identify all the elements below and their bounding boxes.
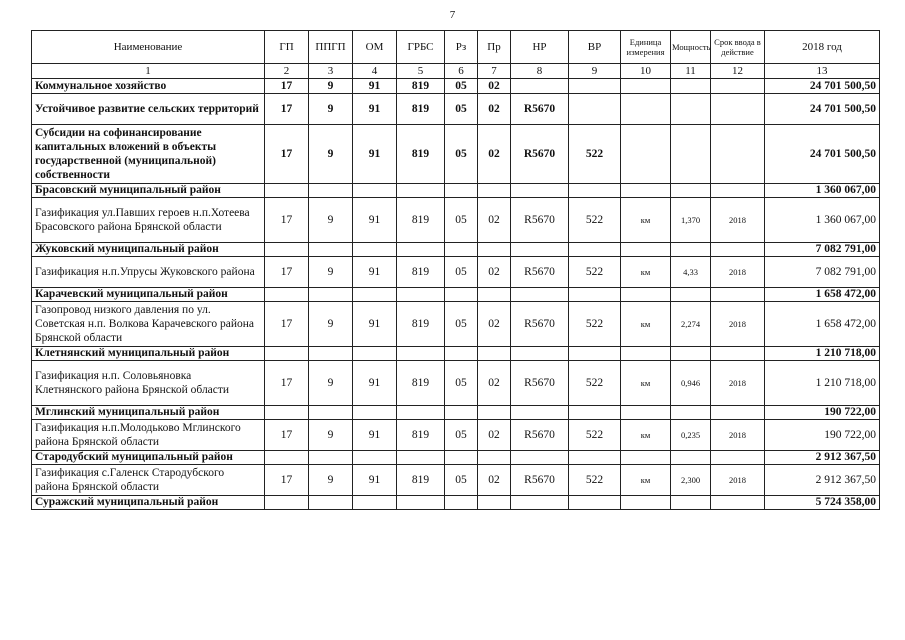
om-cell: 91 [353, 361, 397, 406]
om-cell: 91 [353, 125, 397, 184]
header-vr: ВР [569, 31, 621, 64]
amount-cell: 1 360 067,00 [765, 198, 880, 243]
om-cell [353, 288, 397, 302]
header-grbs: ГРБС [397, 31, 445, 64]
name-cell: Стародубский муниципальный район [32, 451, 265, 465]
region-row [32, 243, 880, 257]
term-cell: 2018 [711, 361, 765, 406]
gp-cell [265, 347, 309, 361]
nr-cell [511, 406, 569, 420]
unit-cell [621, 451, 671, 465]
grbs-cell: 819 [397, 302, 445, 347]
section-row [32, 79, 880, 94]
header-row [32, 31, 880, 64]
region-row [32, 347, 880, 361]
pr-cell: 02 [478, 257, 511, 288]
nr-cell [511, 496, 569, 510]
column-number: 6 [445, 64, 478, 79]
pr-cell: 02 [478, 79, 511, 94]
unit-cell: км [621, 420, 671, 451]
term-cell: 2018 [711, 302, 765, 347]
om-cell: 91 [353, 257, 397, 288]
power-cell: 4,33 [671, 257, 711, 288]
unit-cell: км [621, 361, 671, 406]
unit-cell [621, 496, 671, 510]
unit-cell: км [621, 302, 671, 347]
gp-cell [265, 184, 309, 198]
column-number: 4 [353, 64, 397, 79]
column-number: 12 [711, 64, 765, 79]
page-number: 7 [449, 9, 456, 21]
vr-cell [569, 94, 621, 125]
om-cell: 91 [353, 302, 397, 347]
term-cell: 2018 [711, 420, 765, 451]
amount-cell: 1 210 718,00 [765, 347, 880, 361]
grbs-cell: 819 [397, 420, 445, 451]
power-cell [671, 451, 711, 465]
column-number: 2 [265, 64, 309, 79]
grbs-cell [397, 496, 445, 510]
term-cell [711, 496, 765, 510]
gp-cell [265, 243, 309, 257]
gp-cell: 17 [265, 302, 309, 347]
term-cell: 2018 [711, 198, 765, 243]
pr-cell [478, 243, 511, 257]
ppgp-cell [309, 288, 353, 302]
ppgp-cell: 9 [309, 465, 353, 496]
power-cell [671, 496, 711, 510]
term-cell [711, 79, 765, 94]
pr-cell [478, 184, 511, 198]
amount-cell: 1 658 472,00 [765, 302, 880, 347]
grbs-cell [397, 406, 445, 420]
nr-cell [511, 243, 569, 257]
nr-cell: R5670 [511, 302, 569, 347]
column-number: 10 [621, 64, 671, 79]
pr-cell: 02 [478, 125, 511, 184]
rz-cell: 05 [445, 125, 478, 184]
name-cell: Жуковский муниципальный район [32, 243, 265, 257]
power-cell: 1,370 [671, 198, 711, 243]
om-cell [353, 406, 397, 420]
column-number: 7 [478, 64, 511, 79]
amount-cell: 7 082 791,00 [765, 257, 880, 288]
ppgp-cell: 9 [309, 198, 353, 243]
project-row [32, 361, 880, 406]
nr-cell [511, 79, 569, 94]
power-cell: 0,235 [671, 420, 711, 451]
region-row [32, 184, 880, 198]
gp-cell: 17 [265, 79, 309, 94]
amount-cell: 2 912 367,50 [765, 465, 880, 496]
ppgp-cell: 9 [309, 125, 353, 184]
ppgp-cell [309, 243, 353, 257]
vr-cell [569, 406, 621, 420]
ppgp-cell: 9 [309, 420, 353, 451]
vr-cell: 522 [569, 125, 621, 184]
term-cell [711, 347, 765, 361]
gp-cell [265, 496, 309, 510]
grbs-cell: 819 [397, 79, 445, 94]
rz-cell: 05 [445, 361, 478, 406]
nr-cell [511, 451, 569, 465]
name-cell: Карачевский муниципальный район [32, 288, 265, 302]
pr-cell [478, 288, 511, 302]
grbs-cell [397, 347, 445, 361]
gp-cell: 17 [265, 420, 309, 451]
power-cell [671, 406, 711, 420]
power-cell [671, 79, 711, 94]
region-row [32, 288, 880, 302]
ppgp-cell [309, 451, 353, 465]
gp-cell: 17 [265, 94, 309, 125]
name-cell: Субсидии на софинансирование капитальных вложений в объекты государственной (муниципальной) собственности [32, 125, 265, 184]
column-number: 13 [765, 64, 880, 79]
region-row [32, 496, 880, 510]
unit-cell: км [621, 257, 671, 288]
grbs-cell [397, 288, 445, 302]
om-cell [353, 243, 397, 257]
nr-cell [511, 288, 569, 302]
vr-cell [569, 451, 621, 465]
unit-cell [621, 94, 671, 125]
ppgp-cell [309, 496, 353, 510]
om-cell [353, 496, 397, 510]
power-cell: 0,946 [671, 361, 711, 406]
gp-cell: 17 [265, 198, 309, 243]
rz-cell: 05 [445, 79, 478, 94]
name-cell: Клетнянский муниципальный район [32, 347, 265, 361]
column-number: 3 [309, 64, 353, 79]
om-cell [353, 184, 397, 198]
vr-cell: 522 [569, 198, 621, 243]
unit-cell: км [621, 465, 671, 496]
amount-cell: 2 912 367,50 [765, 451, 880, 465]
power-cell [671, 243, 711, 257]
om-cell [353, 451, 397, 465]
section-row [32, 125, 880, 184]
power-cell [671, 125, 711, 184]
header-term: Срок ввода в действие [711, 31, 765, 64]
name-cell: Брасовский муниципальный район [32, 184, 265, 198]
header-name: Наименование [32, 31, 265, 64]
om-cell: 91 [353, 94, 397, 125]
pr-cell [478, 406, 511, 420]
power-cell [671, 184, 711, 198]
rz-cell [445, 288, 478, 302]
gp-cell: 17 [265, 465, 309, 496]
rz-cell [445, 496, 478, 510]
ppgp-cell: 9 [309, 94, 353, 125]
pr-cell: 02 [478, 420, 511, 451]
power-cell [671, 347, 711, 361]
grbs-cell: 819 [397, 465, 445, 496]
pr-cell: 02 [478, 465, 511, 496]
amount-cell: 24 701 500,50 [765, 79, 880, 94]
gp-cell [265, 288, 309, 302]
ppgp-cell [309, 184, 353, 198]
header-year: 2018 год [765, 31, 880, 64]
rz-cell [445, 243, 478, 257]
grbs-cell [397, 243, 445, 257]
unit-cell [621, 184, 671, 198]
om-cell: 91 [353, 465, 397, 496]
unit-cell [621, 406, 671, 420]
name-cell: Суражский муниципальный район [32, 496, 265, 510]
term-cell [711, 125, 765, 184]
name-cell: Коммунальное хозяйство [32, 79, 265, 94]
section-row [32, 94, 880, 125]
name-cell: Газификация н.п. Соловьяновка Клетнянского района Брянской области [32, 361, 265, 406]
header-nr: НР [511, 31, 569, 64]
header-rz: Рз [445, 31, 478, 64]
rz-cell: 05 [445, 257, 478, 288]
nr-cell: R5670 [511, 125, 569, 184]
vr-cell: 522 [569, 302, 621, 347]
amount-cell: 190 722,00 [765, 406, 880, 420]
vr-cell [569, 79, 621, 94]
project-row [32, 257, 880, 288]
unit-cell [621, 79, 671, 94]
name-cell: Устойчивое развитие сельских территорий [32, 94, 265, 125]
ppgp-cell: 9 [309, 302, 353, 347]
vr-cell [569, 184, 621, 198]
grbs-cell [397, 451, 445, 465]
term-cell: 2018 [711, 465, 765, 496]
project-row [32, 302, 880, 347]
gp-cell [265, 406, 309, 420]
column-number: 11 [671, 64, 711, 79]
rz-cell: 05 [445, 302, 478, 347]
nr-cell: R5670 [511, 420, 569, 451]
gp-cell [265, 451, 309, 465]
project-row [32, 420, 880, 451]
name-cell: Мглинский муниципальный район [32, 406, 265, 420]
grbs-cell: 819 [397, 361, 445, 406]
rz-cell [445, 406, 478, 420]
region-row [32, 451, 880, 465]
ppgp-cell: 9 [309, 257, 353, 288]
column-number: 9 [569, 64, 621, 79]
nr-cell: R5670 [511, 465, 569, 496]
ppgp-cell [309, 347, 353, 361]
gp-cell: 17 [265, 257, 309, 288]
grbs-cell: 819 [397, 198, 445, 243]
pr-cell: 02 [478, 198, 511, 243]
header-gp: ГП [265, 31, 309, 64]
rz-cell: 05 [445, 94, 478, 125]
column-number: 8 [511, 64, 569, 79]
term-cell [711, 406, 765, 420]
column-number-row [32, 64, 880, 79]
om-cell: 91 [353, 420, 397, 451]
grbs-cell [397, 184, 445, 198]
vr-cell: 522 [569, 361, 621, 406]
amount-cell: 1 210 718,00 [765, 361, 880, 406]
power-cell: 2,274 [671, 302, 711, 347]
nr-cell [511, 347, 569, 361]
column-number: 1 [32, 64, 265, 79]
nr-cell: R5670 [511, 198, 569, 243]
header-power: Мощность [671, 31, 711, 64]
project-row [32, 198, 880, 243]
header-pr: Пр [478, 31, 511, 64]
vr-cell: 522 [569, 465, 621, 496]
nr-cell [511, 184, 569, 198]
vr-cell: 522 [569, 257, 621, 288]
grbs-cell: 819 [397, 125, 445, 184]
ppgp-cell: 9 [309, 361, 353, 406]
name-cell: Газификация с.Галенск Стародубского района Брянской области [32, 465, 265, 496]
gp-cell: 17 [265, 361, 309, 406]
region-row [32, 406, 880, 420]
amount-cell: 24 701 500,50 [765, 94, 880, 125]
unit-cell [621, 288, 671, 302]
table-body [32, 79, 880, 510]
vr-cell [569, 496, 621, 510]
name-cell: Газификация н.п.Молодьково Мглинского района Брянской области [32, 420, 265, 451]
term-cell [711, 184, 765, 198]
nr-cell: R5670 [511, 257, 569, 288]
amount-cell: 190 722,00 [765, 420, 880, 451]
amount-cell: 1 360 067,00 [765, 184, 880, 198]
gp-cell: 17 [265, 125, 309, 184]
unit-cell [621, 347, 671, 361]
amount-cell: 1 658 472,00 [765, 288, 880, 302]
pr-cell: 02 [478, 361, 511, 406]
power-cell: 2,300 [671, 465, 711, 496]
unit-cell: км [621, 198, 671, 243]
vr-cell [569, 288, 621, 302]
grbs-cell: 819 [397, 257, 445, 288]
rz-cell [445, 451, 478, 465]
term-cell [711, 288, 765, 302]
vr-cell: 522 [569, 420, 621, 451]
budget-table [31, 30, 880, 510]
unit-cell [621, 125, 671, 184]
grbs-cell: 819 [397, 94, 445, 125]
ppgp-cell [309, 406, 353, 420]
rz-cell [445, 347, 478, 361]
pr-cell [478, 451, 511, 465]
name-cell: Газификация н.п.Упрусы Жуковского района [32, 257, 265, 288]
term-cell [711, 94, 765, 125]
unit-cell [621, 243, 671, 257]
om-cell [353, 347, 397, 361]
pr-cell: 02 [478, 94, 511, 125]
name-cell: Газификация ул.Павших героев н.п.Хотеева Брасовского района Брянской области [32, 198, 265, 243]
rz-cell [445, 184, 478, 198]
ppgp-cell: 9 [309, 79, 353, 94]
vr-cell [569, 347, 621, 361]
amount-cell: 24 701 500,50 [765, 125, 880, 184]
project-row [32, 465, 880, 496]
pr-cell: 02 [478, 302, 511, 347]
term-cell [711, 451, 765, 465]
pr-cell [478, 347, 511, 361]
om-cell: 91 [353, 198, 397, 243]
power-cell [671, 94, 711, 125]
rz-cell: 05 [445, 198, 478, 243]
om-cell: 91 [353, 79, 397, 94]
term-cell [711, 243, 765, 257]
header-om: ОМ [353, 31, 397, 64]
pr-cell [478, 496, 511, 510]
vr-cell [569, 243, 621, 257]
nr-cell: R5670 [511, 94, 569, 125]
rz-cell: 05 [445, 465, 478, 496]
nr-cell: R5670 [511, 361, 569, 406]
term-cell: 2018 [711, 257, 765, 288]
header-unit: Единица измерения [621, 31, 671, 64]
power-cell [671, 288, 711, 302]
rz-cell: 05 [445, 420, 478, 451]
name-cell: Газопровод низкого давления по ул. Советская н.п. Волкова Карачевского района Брянской области [32, 302, 265, 347]
column-number: 5 [397, 64, 445, 79]
header-ppgp: ППГП [309, 31, 353, 64]
amount-cell: 5 724 358,00 [765, 496, 880, 510]
amount-cell: 7 082 791,00 [765, 243, 880, 257]
